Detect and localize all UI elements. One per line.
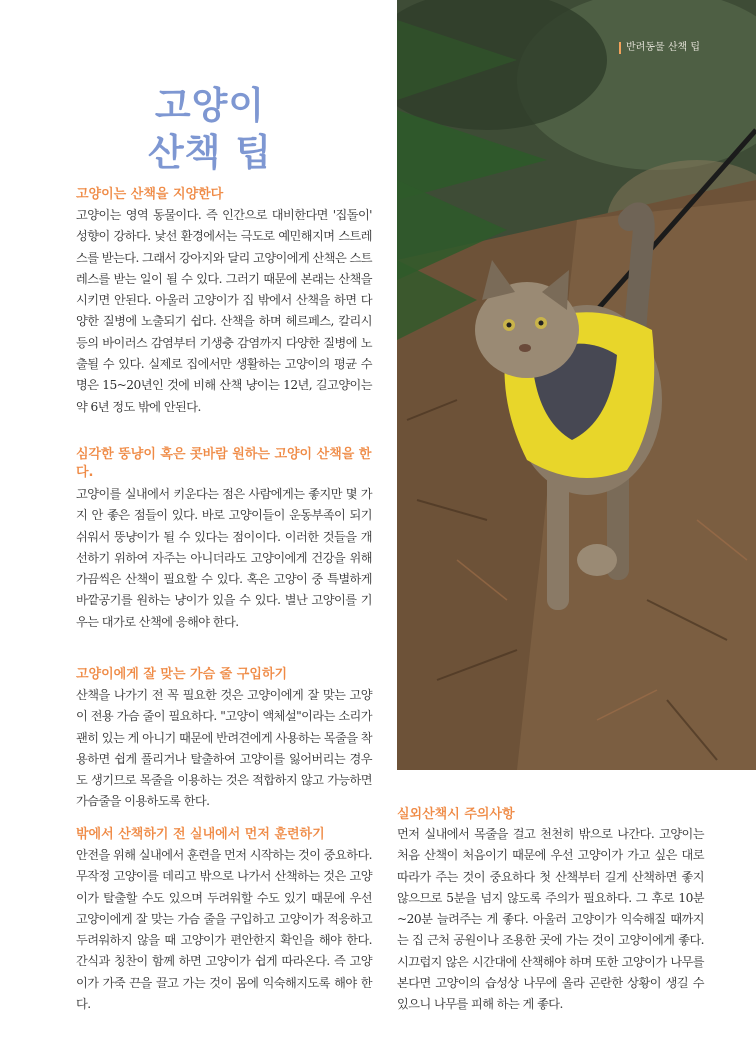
section-heading-harness: 고양이에게 잘 맞는 가슴 줄 구입하기 (76, 667, 287, 682)
section-body-chubby-cat: 고양이를 실내에서 키운다는 점은 사람에게는 좋지만 몇 가지 안 좋은 점들이 있다. 바로 고양이들이 운동부족이 되기 쉬워서 뚱냥이가 될 수 있다는 점이이다. 이러한 것들을 개선하기 위하여 자주는 아니더라도 고양이에게 건강을 위해 가끔씩은 산책이 필요할 수 있다. 혹은 고양이 중 특별하게 바깥공기를 원하는 냥이가 있을 수 있다. 별난 고양이를 기우는 대가로 산책에 응해야 한다. (76, 487, 372, 629)
section-body-avoid-walks: 고양이는 영역 동물이다. 즉 인간으로 대비한다면 '집돌이' 성향이 강하다. 낯선 환경에서는 극도로 예민해지며 스트레스를 받는다. 그래서 강아지와 달리 고양이에게 산책은 스트레스를 받는 일이 될 수 있다. 그러기 때문에 본래는 산책을 시키면 안된다. 아울러 고양이가 집 밖에서 산책을 하면 다양한 질병에 노출되기 쉽다. 산책을 하며 헤르페스, 칼리시 등의 바이러스 감염부터 기생충 감염까지 다양한 질병에 노출될 수 있다. 실제로 집에서만 생활하는 고양이의 평균 수명은 15~20년인 것에 비해 산책 냥이는 12년, 길고양이는 약 6년 정도 밖에 안된다. (76, 208, 372, 414)
photo-illustration (397, 0, 756, 770)
page-title-line1: 고양이 (154, 84, 266, 127)
section-tag: 반려동물 산책 팁 (619, 42, 700, 54)
section-heading-indoor-training: 밖에서 산책하기 전 실내에서 먼저 훈련하기 (76, 827, 325, 842)
page-title-line2: 산책 팁 (147, 131, 273, 174)
section-body-harness: 산책을 나가기 전 꼭 필요한 것은 고양이에게 잘 맞는 고양이 전용 가슴 줄이 필요하다. "고양이 액체설"이라는 소리가 괜히 있는 게 아니기 때문에 반려견에게 사용하는 목줄을 착용하면 쉽게 풀리거나 탈출하여 고양이를 잃어버리는 경우도 생기므로 목줄을 이용하는 것은 적합하지 않고 가능하면 가슴줄을 이용하도록 한다. (76, 688, 372, 809)
section-heading-outdoor-cautions: 실외산책시 주의사항 (397, 807, 515, 822)
section-heading-chubby-cat: 심각한 뚱냥이 혹은 콧바람 원하는 고양이 산책을 한다. (76, 447, 372, 480)
section-body-outdoor-cautions: 먼저 실내에서 목줄을 걸고 천천히 밖으로 나간다. 고양이는 처음 산책이 처음이기 때문에 우선 고양이가 가고 싶은 대로 따라가 주는 것이 중요하다 첫 산책부터 길게 산책하면 좋지 않으므로 5분을 넘지 않도록 주의가 필요하다. 그 후로 10분~20분 늘려주는 게 좋다. 아울러 고양이가 익숙해질 때까지는 집 근처 공원이나 조용한 곳에 가는 것이 고양이에게 좋다. 시끄럽지 않은 시간대에 산책해야 하며 또한 고양이가 나무를 본다면 고양이의 습성상 나무에 올라 곤란한 상황이 생길 수 있으니 나무를 피해 하는 게 좋다. (397, 827, 704, 1012)
section-body-indoor-training: 안전을 위해 실내에서 훈련을 먼저 시작하는 것이 중요하다. 무작정 고양이를 데리고 밖으로 나가서 산책하는 것은 고양이가 탈출할 수도 있으며 두려워할 수도 있기 때문에 우선 고양이에게 잘 맞는 가슴 줄을 구입하고 고양이가 적응하고 두려워하지 않을 때 고양이가 편안한지 확인을 해야 한다. 간식과 칭찬이 함께 하면 고양이가 쉽게 따라온다. 즉 고양이가 가죽 끈을 끌고 가는 것이 몸에 익숙해지도록 해야 한다. (76, 848, 372, 1012)
section-heading-avoid-walks: 고양이는 산책을 지양한다 (76, 187, 224, 202)
cat-walk-photo (397, 0, 756, 770)
